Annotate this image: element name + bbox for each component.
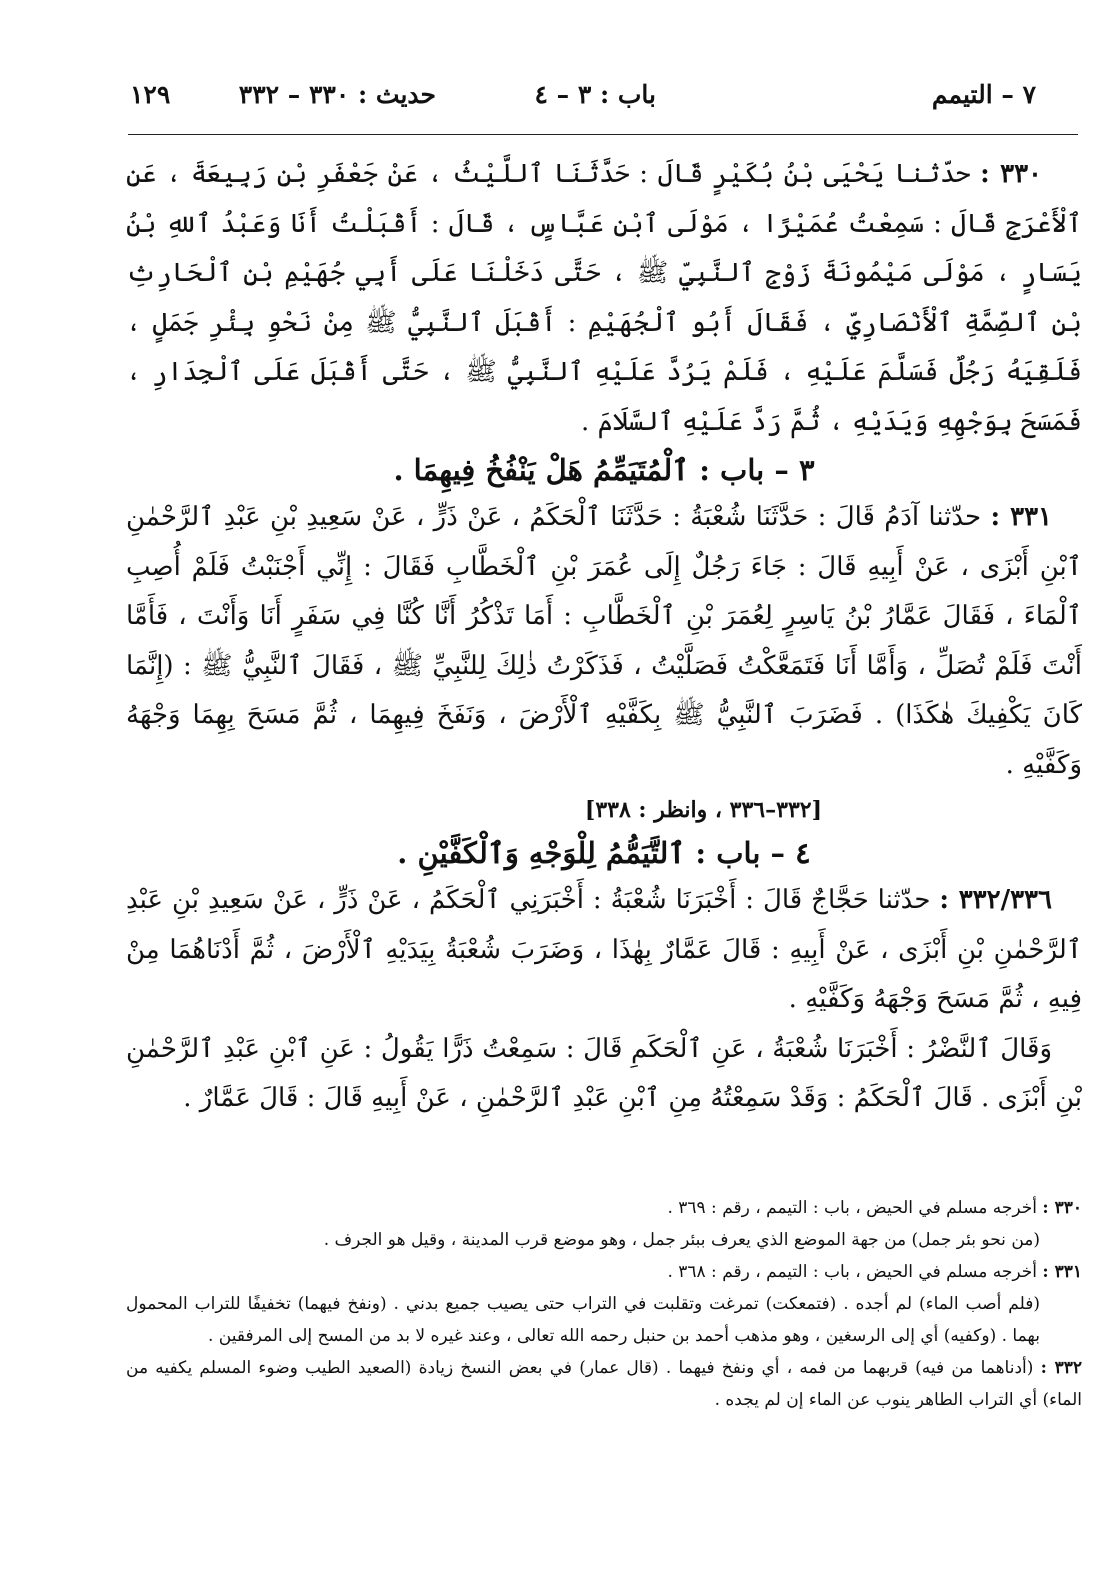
page-number: ١٢٩ — [130, 80, 171, 109]
footnotes — [126, 1192, 1082, 1416]
chapter-heading-3: ٣ – باب : ٱلْمُتَيَمِّمُ هَلْ يَنْفُخُ فِيهِمَا . — [393, 453, 815, 487]
hadith-331 — [126, 493, 1082, 790]
header-hadith-range: حديث : ٣٣٠ – ٣٣٢ — [238, 80, 436, 109]
hadith-332-continuation: وَقَالَ ٱلنَّضْرُ : أَخْبَرَنَا شُعْبَةُ ، عَنِ ٱلْحَكَمِ قَالَ : سَمِعْتُ ذَرًّا يَقُولُ : عَنِ ٱبْنِ عَبْدِ ٱلرَّحْمٰنِ بْنِ أَبْزَى . قَالَ ٱلْحَكَمُ : وَقَدْ سَمِعْتُهُ مِنِ ٱبْنِ عَبْدِ ٱلرَّحْمٰنِ ، عَنْ أَبِيهِ قَالَ : قَالَ عَمَّارٌ . — [126, 1033, 1082, 1113]
hadith-text: حدّثنا حَجَّاجٌ قَالَ : أَخْبَرَنَا شُعْبَةُ : أَخْبَرَنِي ٱلْحَكَمُ ، عَنْ ذَرٍّ ، عَنْ سَعِيدِ بْنِ عَبْدِ ٱلرَّحْمٰنِ بْنِ أَبْزَى ، عَنْ أَبِيهِ : قَالَ عَمَّارٌ بِهٰذَا ، وَضَرَبَ شُعْبَةُ بِيَدَيْهِ ٱلْأَرْضَ ، ثُمَّ أَدْنَاهُمَا مِنْ فِيهِ ، ثُمَّ مَسَحَ وَجْهَهُ وَكَفَّيْهِ . — [126, 885, 1082, 1014]
hadith-text: حدّثنا آدَمُ قَالَ : حَدَّثَنَا شُعْبَةُ : حَدَّثَنَا ٱلْحَكَمُ ، عَنْ ذَرٍّ ، عَنْ سَعِيدِ بْنِ عَبْدِ ٱلرَّحْمٰنِ ٱبْنِ أَبْزَى ، عَنْ أَبِيهِ قَالَ : جَاءَ رَجُلٌ إِلَى عُمَرَ بْنِ ٱلْخَطَّابِ فَقَالَ : إِنِّي أَجْنَبْتُ فَلَمْ أُصِبِ ٱلْمَاءَ ، فَقَالَ عَمَّارُ بْنُ يَاسِرٍ لِعُمَرَ بْنِ ٱلْخَطَّابِ : أَمَا تَذْكُرُ أَنَّا كُنَّا فِي سَفَرٍ أَنَا وَأَنْتَ ، فَأَمَّا أَنْتَ فَلَمْ تُصَلِّ ، وَأَمَّا أَنَا فَتَمَعَّكْتُ فَصَلَّيْتُ ، فَذَكَرْتُ ذٰلِكَ لِلنَّبِيِّ ﷺ ، فَقَالَ ٱلنَّبِيُّ ﷺ : (إِنَّمَا كَانَ يَكْفِيكَ هٰكَذَا) . فَضَرَبَ ٱلنَّبِيُّ ﷺ بِكَفَّيْهِ ٱلْأَرْضَ ، وَنَفَخَ فِيهِمَا ، ثُمَّ مَسَحَ بِهِمَا وَجْهَهُ وَكَفَّيْهِ . — [126, 502, 1082, 780]
footnote-number: ٣٣٢ : — [1040, 1358, 1082, 1378]
footnote-331 — [126, 1256, 1082, 1288]
chapter-heading-4: ٤ – باب : ٱلتَّيَمُّمُ لِلْوَجْهِ وَٱلْكَفَّيْنِ . — [397, 836, 811, 870]
footnote-331-gloss: (فلم أصب الماء) لم أجده . (فتمعكت) تمرغت وتقلبت في التراب حتى يصيب جميع بدني . (ونفخ فيهما) تخفيفًا للتراب المحمول بهما . (وكفيه) أي إلى الرسغين ، وهو مذهب أحمد بن حنبل رحمه الله تعالى ، وعند غيره لا بد من المسح إلى المرفقين . — [126, 1294, 1040, 1346]
running-header — [130, 72, 1076, 124]
footnote-330 — [126, 1192, 1082, 1224]
hadith-number: ٣٣٢/٣٣٦ : — [939, 885, 1052, 915]
hadith-text: حدّثنا يَحْيَى بْنُ بُكَيْرٍ قَالَ : حَدَّثَنَا ٱللَّيْثُ ، عَنْ جَعْفَرِ بْنِ رَبِيعَةَ ، عَنِ ٱلْأَعْرَجِ قَالَ : سَمِعْتُ عُمَيْرًا ، مَوْلَى ٱبْنِ عَبَّاسٍ ، قَالَ : أَقْبَلْتُ أَنَا وَعَبْدُ ٱللهِ بْنُ يَسَارٍ ، مَوْلَى مَيْمُونَةَ زَوْجِ ٱلنَّبِيِّ ﷺ ، حَتَّى دَخَلْنَا عَلَى أَبِي جُهَيْمِ بْنِ ٱلْحَارِثِ بْنِ ٱلصِّمَّةِ ٱلْأَنْصَارِيِّ ، فَقَالَ أَبُو ٱلْجُهَيْمِ : أَقْبَلَ ٱلنَّبِيُّ ﷺ مِنْ نَحْوِ بِئْرِ جَمَلٍ ، فَلَقِيَهُ رَجُلٌ فَسَلَّمَ عَلَيْهِ ، فَلَمْ يَرُدَّ عَلَيْهِ ٱلنَّبِيُّ ﷺ ، حَتَّى أَقْبَلَ عَلَى ٱلْجِدَارِ ، فَمَسَحَ بِوَجْهِهِ وَيَدَيْهِ ، ثُمَّ رَدَّ عَلَيْهِ ٱلسَّلَامَ . — [126, 159, 1082, 437]
header-book-title: ٧ – التيمم — [931, 80, 1036, 109]
footnote-330-gloss: (من نحو بئر جمل) من جهة الموضع الذي يعرف ببئر جمل ، وهو موضع قرب المدينة ، وقيل هو الجرف . — [323, 1230, 1040, 1250]
hadith-number: ٣٣١ : — [990, 502, 1053, 532]
footnote-332 — [126, 1352, 1082, 1416]
footnote-text: (أدناهما من فيه) قربهما من فمه ، أي ونفخ فيهما . (قال عمار) في بعض النسخ زيادة (الصعيد الطيب وضوء المسلم يكفيه من الماء) أي التراب الطاهر ينوب عن الماء إن لم يجده . — [126, 1358, 1082, 1410]
main-text — [126, 150, 1082, 1124]
footnote-text: أخرجه مسلم في الحيض ، باب : التيمم ، رقم : ٣٦٩ . — [667, 1198, 1037, 1218]
footnote-number: ٣٣١ : — [1042, 1262, 1082, 1282]
header-divider — [128, 134, 1078, 135]
cross-reference: [٣٣٢–٣٣٦ ، وانظر : ٣٣٨] — [584, 797, 822, 823]
hadith-332 — [126, 876, 1082, 1025]
footnote-text: أخرجه مسلم في الحيض ، باب : التيمم ، رقم : ٣٦٨ . — [667, 1262, 1037, 1282]
hadith-330 — [126, 150, 1082, 447]
footnote-number: ٣٣٠ : — [1042, 1198, 1082, 1218]
hadith-number: ٣٣٠ : — [980, 159, 1043, 189]
header-bab-range: باب : ٣ – ٤ — [534, 80, 656, 109]
